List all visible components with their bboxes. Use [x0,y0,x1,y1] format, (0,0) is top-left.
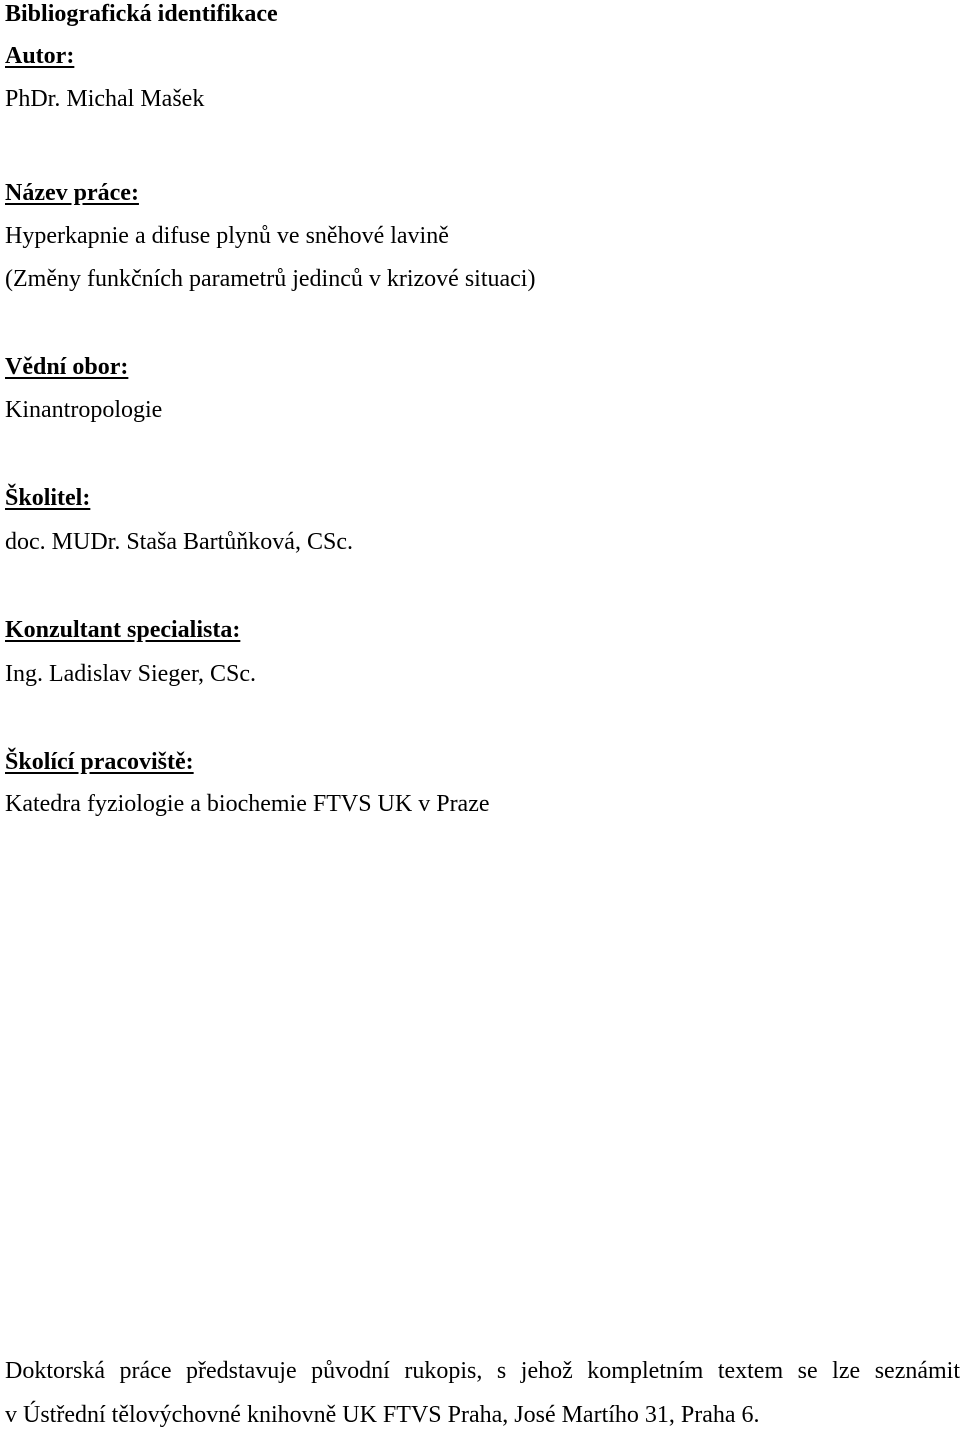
title-value-line-1: Hyperkapnie a difuse plynů ve sněhové lavině [5,223,449,249]
footer-line-1: Doktorská práce představuje původní rukopis, s jehož kompletním textem se lze seznámit [5,1358,960,1384]
title-label: Název práce: [5,180,139,206]
field-label: Vědní obor: [5,354,129,380]
workplace-label: Školící pracoviště: [5,749,194,775]
field-value: Kinantropologie [5,397,163,423]
workplace-value: Katedra fyziologie a biochemie FTVS UK v Praze [5,791,490,817]
document-heading: Bibliografická identifikace [5,1,278,27]
footer-line-2: v Ústřední tělovýchovné knihovně UK FTVS Praha, José Martího 31, Praha 6. [5,1402,760,1428]
supervisor-value: doc. MUDr. Staša Bartůňková, CSc. [5,529,353,555]
title-value-line-2: (Změny funkčních parametrů jedinců v krizové situaci) [5,266,536,292]
consultant-value: Ing. Ladislav Sieger, CSc. [5,661,256,687]
author-label: Autor: [5,43,75,69]
supervisor-label: Školitel: [5,485,91,511]
author-value: PhDr. Michal Mašek [5,86,205,112]
consultant-label: Konzultant specialista: [5,617,241,643]
